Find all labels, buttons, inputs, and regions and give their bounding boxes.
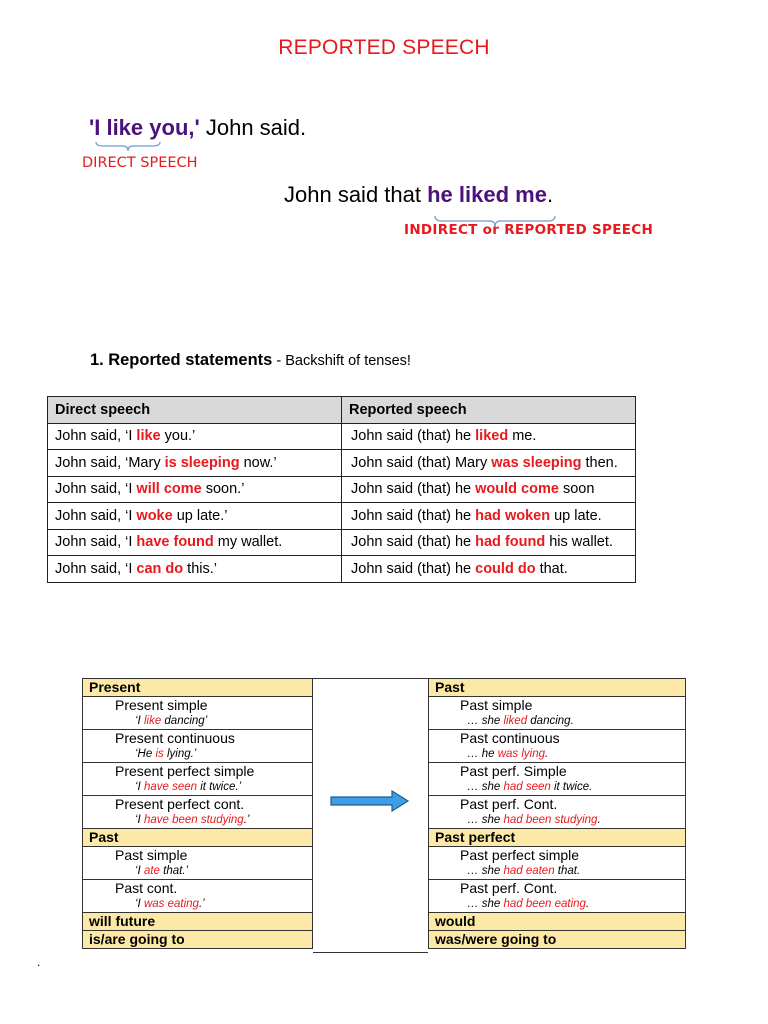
tense-cell xyxy=(83,730,313,763)
sentence-fragment: John said (that) he xyxy=(351,507,476,524)
tense-group-row xyxy=(83,931,313,949)
tense-name: Past perf. Cont. xyxy=(460,796,558,812)
direct-speech-cell xyxy=(48,529,342,556)
table-row xyxy=(48,476,636,503)
tense-group-header: Past xyxy=(429,679,686,697)
sentence-fragment: John said, ‘I xyxy=(55,560,137,577)
tense-row xyxy=(429,697,686,730)
sentence-fragment: John said, ‘I xyxy=(55,534,137,551)
example-fragment: .’ xyxy=(243,814,250,826)
example-fragment: ‘I xyxy=(135,898,144,910)
tense-row xyxy=(83,847,313,880)
sentence-fragment: up late. xyxy=(550,507,602,524)
example-fragment: … she xyxy=(467,865,504,877)
tense-group-header: Past xyxy=(83,829,313,847)
sentence-fragment: John said, ‘I xyxy=(55,481,137,498)
tense-name: Past cont. xyxy=(115,880,178,896)
tense-name: Present perfect cont. xyxy=(115,796,245,812)
reported-speech-cell xyxy=(342,423,636,450)
tense-group-row xyxy=(429,913,686,931)
tense-group-header: will future xyxy=(83,913,313,931)
sentence-fragment: soon.’ xyxy=(201,481,245,498)
tense-cell xyxy=(429,697,686,730)
direct-speech-cell xyxy=(48,476,342,503)
tense-row xyxy=(429,763,686,796)
tense-group-row xyxy=(429,679,686,697)
reported-speech-cell xyxy=(342,556,636,583)
sentence-fragment: John said, ‘I xyxy=(55,428,137,445)
example-verb: ate xyxy=(143,865,160,877)
example-fragment: that.’ xyxy=(159,865,189,877)
example-verb: have seen xyxy=(143,781,198,793)
example-fragment: . xyxy=(545,748,549,760)
example-verb: was lying xyxy=(497,748,545,760)
tense-group-row xyxy=(83,679,313,697)
tense-cell xyxy=(83,847,313,880)
tense-example xyxy=(89,813,312,828)
example-fragment: ‘I xyxy=(135,865,144,877)
tense-cell xyxy=(429,763,686,796)
header-reported-speech: Reported speech xyxy=(342,397,636,424)
direct-quote: 'I like you,' xyxy=(89,115,200,140)
sentence-fragment: his wallet. xyxy=(545,534,613,551)
example-fragment: … she xyxy=(467,898,504,910)
footer-mark: . xyxy=(37,955,41,969)
table-row xyxy=(48,423,636,450)
tense-row xyxy=(429,847,686,880)
indirect-pre: John said that xyxy=(284,182,428,207)
verb-phrase: had found xyxy=(475,534,546,551)
tense-example xyxy=(89,780,312,795)
sentence-fragment: my wallet. xyxy=(213,534,283,551)
sentence-fragment: soon xyxy=(558,481,595,498)
tense-row xyxy=(83,730,313,763)
verb-phrase: will come xyxy=(136,481,202,498)
tense-row xyxy=(429,730,686,763)
sentence-fragment: you.’ xyxy=(160,428,196,445)
example-fragment: … she xyxy=(467,715,504,727)
example-fragment: ‘I xyxy=(135,781,144,793)
example-verb: liked xyxy=(503,715,528,727)
example-fragment: … he xyxy=(467,748,498,760)
example-fragment: . xyxy=(597,814,601,826)
tense-example xyxy=(89,747,312,762)
page-title: REPORTED SPEECH xyxy=(278,36,490,59)
example-verb: had eaten xyxy=(503,865,555,877)
tense-name: Present simple xyxy=(115,697,208,713)
tense-example xyxy=(435,897,685,912)
tense-cell xyxy=(429,847,686,880)
verb-phrase: had woken xyxy=(475,507,551,524)
tense-cell xyxy=(83,697,313,730)
verb-phrase: can do xyxy=(136,560,184,577)
tense-name: Past continuous xyxy=(460,730,560,746)
direct-speech-label: DIRECT SPEECH xyxy=(82,155,198,171)
tense-row xyxy=(429,796,686,829)
tense-example xyxy=(435,747,685,762)
speech-table xyxy=(47,396,636,583)
tense-name: Present continuous xyxy=(115,730,235,746)
tense-cell xyxy=(83,796,313,829)
sentence-fragment: that. xyxy=(535,560,568,577)
tense-group-row xyxy=(429,829,686,847)
section-title: Reported statements xyxy=(108,351,273,369)
example-verb: was eating xyxy=(143,898,199,910)
tense-row xyxy=(83,796,313,829)
reported-speech-cell xyxy=(342,503,636,530)
arrow-column xyxy=(313,678,428,953)
verb-phrase: was sleeping xyxy=(491,454,582,471)
tense-group-header: would xyxy=(429,913,686,931)
example-fragment: it twice.’ xyxy=(197,781,242,793)
example-fragment: dancing’ xyxy=(161,715,208,727)
header-direct-speech: Direct speech xyxy=(48,397,342,424)
tense-cell xyxy=(83,763,313,796)
tense-name: Past perf. Cont. xyxy=(460,880,558,896)
tense-row xyxy=(429,880,686,913)
tense-group-row xyxy=(429,931,686,949)
tense-name: Present perfect simple xyxy=(115,763,255,779)
verb-phrase: woke xyxy=(136,507,173,524)
verb-phrase: would come xyxy=(475,481,559,498)
direct-speech-cell xyxy=(48,423,342,450)
tense-cell xyxy=(429,880,686,913)
tense-name: Past perfect simple xyxy=(460,847,580,863)
example-verb: had been studying xyxy=(503,814,598,826)
verb-phrase: liked xyxy=(475,428,509,445)
reported-speech-cell xyxy=(342,476,636,503)
tense-cell xyxy=(429,730,686,763)
sentence-fragment: John said (that) Mary xyxy=(351,454,492,471)
sentence-fragment: John said (that) he xyxy=(351,560,476,577)
tense-group-header: Past perfect xyxy=(429,829,686,847)
example-fragment: ‘I xyxy=(135,715,144,727)
tense-group-header: is/are going to xyxy=(83,931,313,949)
verb-phrase: like xyxy=(136,428,161,445)
reported-speech-cell xyxy=(342,529,636,556)
sentence-fragment: John said (that) he xyxy=(351,428,476,445)
sentence-fragment: John said, ‘I xyxy=(55,507,137,524)
table-row xyxy=(48,529,636,556)
speech-table-header xyxy=(48,397,636,424)
sentence-fragment: John said (that) he xyxy=(351,534,476,551)
example-verb: have been studying xyxy=(143,814,244,826)
indirect-highlight: he liked me xyxy=(427,182,547,207)
sentence-fragment: then. xyxy=(581,454,618,471)
example-verb: had seen xyxy=(503,781,551,793)
example-fragment: dancing. xyxy=(527,715,574,727)
tense-example xyxy=(89,714,312,729)
tense-name: Past simple xyxy=(460,697,533,713)
right-arrow-icon xyxy=(330,789,410,813)
table-row xyxy=(48,556,636,583)
tense-group-row xyxy=(83,829,313,847)
table-row xyxy=(48,503,636,530)
tense-row xyxy=(83,697,313,730)
example-verb: is xyxy=(155,748,164,760)
tense-example xyxy=(89,864,312,879)
direct-speech-example xyxy=(89,115,306,141)
example-fragment: it twice. xyxy=(550,781,593,793)
example-fragment: . xyxy=(585,898,590,910)
verb-phrase: have found xyxy=(136,534,214,551)
example-verb: had been eating xyxy=(503,898,586,910)
sentence-fragment: this.’ xyxy=(183,560,217,577)
tense-name: Past perf. Simple xyxy=(460,763,567,779)
tense-row xyxy=(83,880,313,913)
sentence-fragment: up late.’ xyxy=(172,507,228,524)
example-fragment: lying.’ xyxy=(163,748,197,760)
tense-example xyxy=(435,714,685,729)
tense-example xyxy=(435,864,685,879)
sentence-fragment: me. xyxy=(508,428,537,445)
table-row xyxy=(48,450,636,477)
section-subtitle: - Backshift of tenses! xyxy=(272,353,411,369)
indirect-post: . xyxy=(546,182,554,207)
direct-speech-cell xyxy=(48,503,342,530)
sentence-fragment: John said, ‘Mary xyxy=(55,454,165,471)
example-fragment: .’ xyxy=(198,898,205,910)
tense-cell xyxy=(83,880,313,913)
example-fragment: that. xyxy=(554,865,581,877)
sentence-fragment: John said (that) he xyxy=(351,481,476,498)
example-fragment: ‘I xyxy=(135,814,144,826)
tense-name: Past simple xyxy=(115,847,188,863)
past-tenses-table xyxy=(428,678,686,949)
reported-speech-cell xyxy=(342,450,636,477)
tense-group-header: was/were going to xyxy=(429,931,686,949)
section-heading xyxy=(90,351,411,370)
indirect-speech-example xyxy=(284,182,553,208)
tense-example xyxy=(435,813,685,828)
verb-phrase: is sleeping xyxy=(164,454,240,471)
indirect-speech-label: INDIRECT or REPORTED SPEECH xyxy=(404,222,654,238)
tense-example xyxy=(89,897,312,912)
tense-row xyxy=(83,763,313,796)
direct-rest: John said. xyxy=(199,115,307,140)
tense-group-header: Present xyxy=(83,679,313,697)
direct-speech-cell xyxy=(48,556,342,583)
direct-speech-cell xyxy=(48,450,342,477)
direct-brace xyxy=(95,140,161,154)
section-number: 1. xyxy=(90,351,104,369)
example-fragment: … she xyxy=(467,781,504,793)
present-tenses-table xyxy=(82,678,313,949)
tense-cell xyxy=(429,796,686,829)
tense-group-row xyxy=(83,913,313,931)
example-verb: like xyxy=(143,715,162,727)
example-fragment: … she xyxy=(467,814,504,826)
sentence-fragment: now.’ xyxy=(239,454,277,471)
tense-example xyxy=(435,780,685,795)
example-fragment: ‘He xyxy=(135,748,156,760)
verb-phrase: could do xyxy=(475,560,536,577)
